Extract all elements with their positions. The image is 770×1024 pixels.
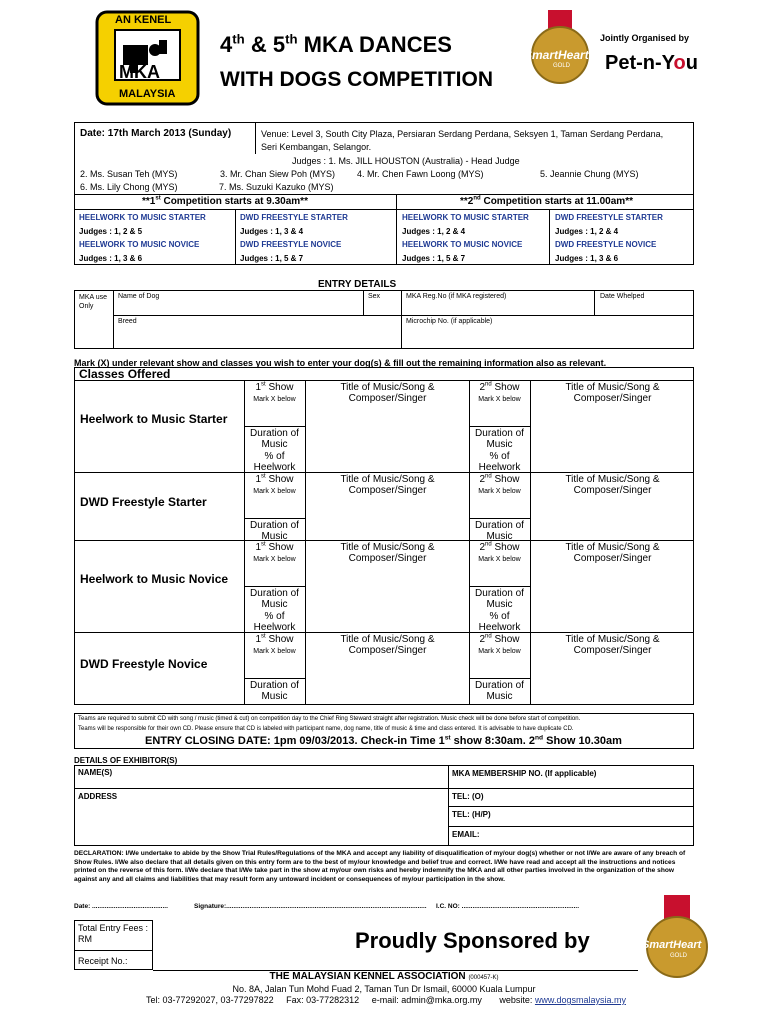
entry-closing-date: ENTRY CLOSING DATE: 1pm 09/03/2013. Check-in Time 1st show 8:30am. 2nd Show 10.30am [145,734,622,747]
schedule-cell: DWD FREESTYLE NOVICE [240,240,342,249]
schedule-cell: HEELWORK TO MUSIC NOVICE [402,240,523,249]
logo-mid-text: MKA [119,62,160,82]
tel-office-field[interactable]: TEL: (O) [452,792,484,801]
mka-use-only-label: MKA use Only [79,294,108,310]
music-title-field[interactable]: Title of Music/Song & Composer/Singer [565,542,660,564]
first-show-checkbox[interactable]: 1st Show Mark X below [253,381,296,403]
footer-address: No. 8A, Jalan Tun Mohd Fuad 2, Taman Tun Dr Ismail, 60000 Kuala Lumpur [232,984,536,994]
schedule-cell: DWD FREESTYLE STARTER [555,213,663,222]
schedule-cell: HEELWORK TO MUSIC STARTER [402,213,529,222]
schedule-cell: Judges : 1, 2 & 5 [79,227,143,236]
first-show-checkbox[interactable]: 1st Show Mark X below [253,541,296,563]
sponsor-label: Proudly Sponsored by [355,928,590,953]
second-show-checkbox[interactable]: 2nd Show Mark X below [478,473,521,495]
reg-no-field[interactable]: MKA Reg.No (if MKA registered) [406,293,507,300]
heelwork-pct-label: % of Heelwork [253,611,296,633]
footer-contact [146,995,626,1005]
date-whelped-field[interactable]: Date Whelped [600,293,645,300]
footer-org-name: THE MALAYSIAN KENNEL ASSOCIATION (000457-K) [269,971,499,982]
footer-website-link[interactable]: www.dogsmalaysia.my [534,995,626,1005]
classes-offered-header: Classes Offered [79,367,171,381]
breed-field[interactable]: Breed [118,318,137,325]
judge-6: 6. Ms. Lily Chong (MYS) [80,182,178,192]
schedule-cell: DWD FREESTYLE NOVICE [555,240,657,249]
duration-label: Duration of Music [475,680,524,702]
microchip-field[interactable]: Microchip No. (if applicable) [406,318,493,325]
pet-n-you-logo: Pet-n-You [605,52,698,74]
first-show-checkbox[interactable]: 1st Show Mark X below [253,473,296,495]
duration-label: Duration of Music [250,680,299,702]
judge-7: 7. Ms. Suzuki Kazuko (MYS) [219,182,334,192]
footer-email[interactable]: e-mail: admin@mka.org.my [371,995,482,1005]
first-show-checkbox[interactable]: 1st Show Mark X below [253,633,296,655]
schedule-cell: HEELWORK TO MUSIC STARTER [79,213,206,222]
smartheart-sponsor-logo: SmartHeart GOLD [640,895,715,980]
second-show-checkbox[interactable]: 2nd Show Mark X below [478,541,521,563]
schedule-cell: DWD FREESTYLE STARTER [240,213,348,222]
judge-3: 3. Mr. Chan Siew Poh (MYS) [220,169,336,179]
entry-details-heading: ENTRY DETAILS [318,279,397,290]
footer-fax: Fax: 03-77282312 [286,995,360,1005]
competition-2-time: **2nd Competition starts at 11.00am** [460,195,633,207]
duration-label: Duration of Music [250,520,299,542]
email-field[interactable]: EMAIL: [452,830,480,839]
venue-line-1: Venue: Level 3, South City Plaza, Persiaran Serdang Perdana, Seksyen 1, Taman Serdang Perdana, [261,129,664,139]
membership-field[interactable]: MKA MEMBERSHIP NO. (If applicable) [452,769,597,778]
music-title-field[interactable]: Title of Music/Song & Composer/Singer [340,474,435,496]
schedule-cell: Judges : 1, 2 & 4 [402,227,466,236]
logo-bottom-text: MALAYSIA [119,88,176,100]
address-field[interactable]: ADDRESS [78,792,118,801]
judge-5: 5. Jeannie Chung (MYS) [540,169,639,179]
duration-label: Duration of Music [250,588,299,610]
logo-top-text: AN KENEL [115,14,172,26]
head-judge: Judges : 1. Ms. JILL HOUSTON (Australia) - Head Judge [292,156,520,166]
venue-line-2: Seri Kembangan, Selangor. [261,142,372,152]
footer-tel: Tel: 03-77292027, 03-77297822 [146,995,274,1005]
class-name: DWD Freestyle Novice [80,657,208,671]
receipt-no-field[interactable]: Receipt No.: [78,956,128,966]
schedule-cell: Judges : 1, 5 & 7 [240,254,304,263]
mka-logo [95,10,200,106]
duration-label: Duration of Music [475,520,524,542]
names-field[interactable]: NAME(S) [78,768,113,777]
class-name: Heelwork to Music Starter [80,412,228,426]
organiser-label: Jointly Organised by [600,33,690,43]
schedule-cell: Judges : 1, 3 & 6 [555,254,619,263]
event-date: Date: 17th March 2013 (Sunday) [80,128,232,139]
music-title-field[interactable]: Title of Music/Song & Composer/Singer [340,634,435,656]
notes-line-1: Teams are required to submit CD with song / music (timed & cut) on competition day to the Chief Ring Steward straight after registration. Music check will be done before start of competition. [78,716,581,722]
tel-hp-field[interactable]: TEL: (H/P) [452,810,491,819]
music-title-field[interactable]: Title of Music/Song & Composer/Singer [565,474,660,496]
music-title-field[interactable]: Title of Music/Song & Composer/Singer [340,382,435,404]
duration-label: Duration of Music [475,588,524,610]
notes-line-2: Teams will be responsible for their own CD. Please ensure that CD is labeled with participant name, dog name, title of music & time and class entered. It is advisable to have duplicate CD. [78,726,574,732]
mark-instruction: Mark (X) under relevant show and classes you wish to enter your dog(s) & fill out the remaining information also as relevant. [74,358,607,368]
ic-no-line[interactable]: I.C. NO: ................................................................. [436,903,580,910]
duration-label: Duration of Music [250,428,299,450]
name-of-dog-field[interactable]: Name of Dog [118,293,160,300]
smartheart-logo: SmartHeart GOLD [520,10,600,85]
music-title-field[interactable]: Title of Music/Song & Composer/Singer [565,382,660,404]
schedule-cell: Judges : 1, 2 & 4 [555,227,619,236]
signature-line[interactable]: Signature:............................................................................................................... [194,903,427,910]
competition-1-time: **1st Competition starts at 9.30am** [142,195,308,207]
second-show-checkbox[interactable]: 2nd Show Mark X below [478,381,521,403]
schedule-cell: Judges : 1, 5 & 7 [402,254,466,263]
exhibitor-heading: DETAILS OF EXHIBITOR(S) [74,756,178,765]
total-fees-field[interactable]: Total Entry Fees : RM [78,923,149,944]
heelwork-pct-label: % of Heelwork [253,451,296,473]
date-line[interactable]: Date: .......................................... [74,903,168,910]
second-show-checkbox[interactable]: 2nd Show Mark X below [478,633,521,655]
judge-4: 4. Mr. Chen Fawn Loong (MYS) [357,169,484,179]
schedule-cell: Judges : 1, 3 & 4 [240,227,304,236]
footer-website-label: website: [499,995,533,1005]
page-subtitle: WITH DOGS COMPETITION [220,68,493,91]
judge-2: 2. Ms. Susan Teh (MYS) [80,169,178,179]
class-name: DWD Freestyle Starter [80,495,207,509]
sex-field[interactable]: Sex [368,293,381,300]
page-title: 4th & 5th MKA DANCES [220,31,452,57]
duration-label: Duration of Music [475,428,524,450]
heelwork-pct-label: % of Heelwork [478,451,521,473]
class-name: Heelwork to Music Novice [80,572,229,586]
music-title-field[interactable]: Title of Music/Song & Composer/Singer [565,634,660,656]
heelwork-pct-label: % of Heelwork [478,611,521,633]
declaration-text: DECLARATION: I/We undertake to abide by the Show Trial Rules/Regulations of the MKA and accept any liability of disqualification of my/our dog(s) whether or not I/We are aware of any breach of Show Rules. I/We also declare that all details given on this entry form are to the best of my/our knowledge and belief true and correct. I/We have read and accept all the instructions and notices printed on the reverse of this form. I/We declare that I/We take part in the show at my/our own risks and hereby indemnify the MKA and all other parties involved in the organization of the show against any and all claims and liabilities that may result form any untoward incident or consequences of my/our participation in the show. [74,850,686,883]
schedule-cell: Judges : 1, 3 & 6 [79,254,143,263]
music-title-field[interactable]: Title of Music/Song & Composer/Singer [340,542,435,564]
schedule-cell: HEELWORK TO MUSIC NOVICE [79,240,200,249]
